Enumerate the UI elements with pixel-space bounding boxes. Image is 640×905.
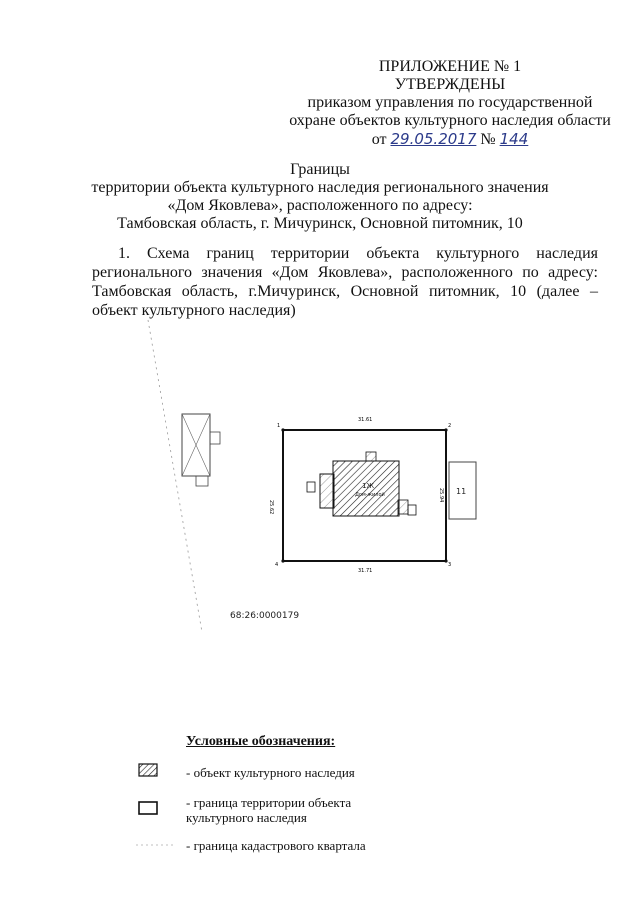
- legend-item-cadastral: - граница кадастрового квартала: [186, 838, 366, 853]
- point-label-3: 3: [448, 562, 452, 568]
- object-label: 1Ж: [362, 482, 374, 490]
- title-line-2: территории объекта культурного наследия регионального значения: [91, 179, 549, 196]
- point-label-1: 1: [277, 423, 281, 429]
- boundary-scheme-map: [0, 300, 640, 630]
- cadastral-number: 68:26:0000179: [230, 611, 300, 621]
- number-value: 144: [499, 130, 529, 148]
- legend-item-heritage: - объект культурного наследия: [186, 765, 355, 780]
- point-label-4: 4: [275, 562, 279, 568]
- dim-right: 25.94: [438, 488, 444, 503]
- point-label-2: 2: [448, 423, 452, 429]
- cadastral-boundary-line: [148, 320, 212, 630]
- dim-left: 25.62: [268, 500, 274, 515]
- legend-title: Условные обозначения:: [186, 734, 336, 749]
- scheme-paragraph: 1. Схема границ территории объекта культурного наследия регионального значения «Дом Яковлева», расположенного по адресу: Тамбовская область, г.Мичуринск, Основной питомник, 10 (далее – объект культурного наследия): [92, 245, 598, 319]
- hatched-square-icon: [138, 763, 158, 777]
- legend-item-boundary: - граница территории объекта культурного наследия: [186, 795, 352, 825]
- date-value: 29.05.2017: [390, 130, 477, 148]
- date-prefix: от: [371, 131, 387, 148]
- order-line-1: приказом управления по государственной: [307, 94, 593, 111]
- order-date-line: [260, 130, 640, 149]
- title-line-1: Границы: [290, 161, 350, 178]
- dim-bottom: 31.71: [358, 568, 373, 574]
- boundary-square-icon: [138, 801, 158, 815]
- appendix-number: ПРИЛОЖЕНИЕ № 1: [378, 58, 522, 75]
- dashed-line-icon: [136, 842, 176, 848]
- order-line-2: охране объектов культурного наследия области: [289, 112, 611, 129]
- object-sublabel: Дом-жилой: [355, 492, 385, 498]
- number-sign: №: [480, 131, 496, 148]
- dim-top: 31.61: [358, 417, 373, 423]
- title-line-3: «Дом Яковлева», расположенного по адресу:: [167, 197, 473, 214]
- building-label: 11: [456, 487, 467, 496]
- approved-label: УТВЕРЖДЕНЫ: [394, 76, 506, 93]
- title-line-4: Тамбовская область, г. Мичуринск, Основной питомник, 10: [117, 215, 523, 232]
- neighbor-building-left: [182, 414, 220, 486]
